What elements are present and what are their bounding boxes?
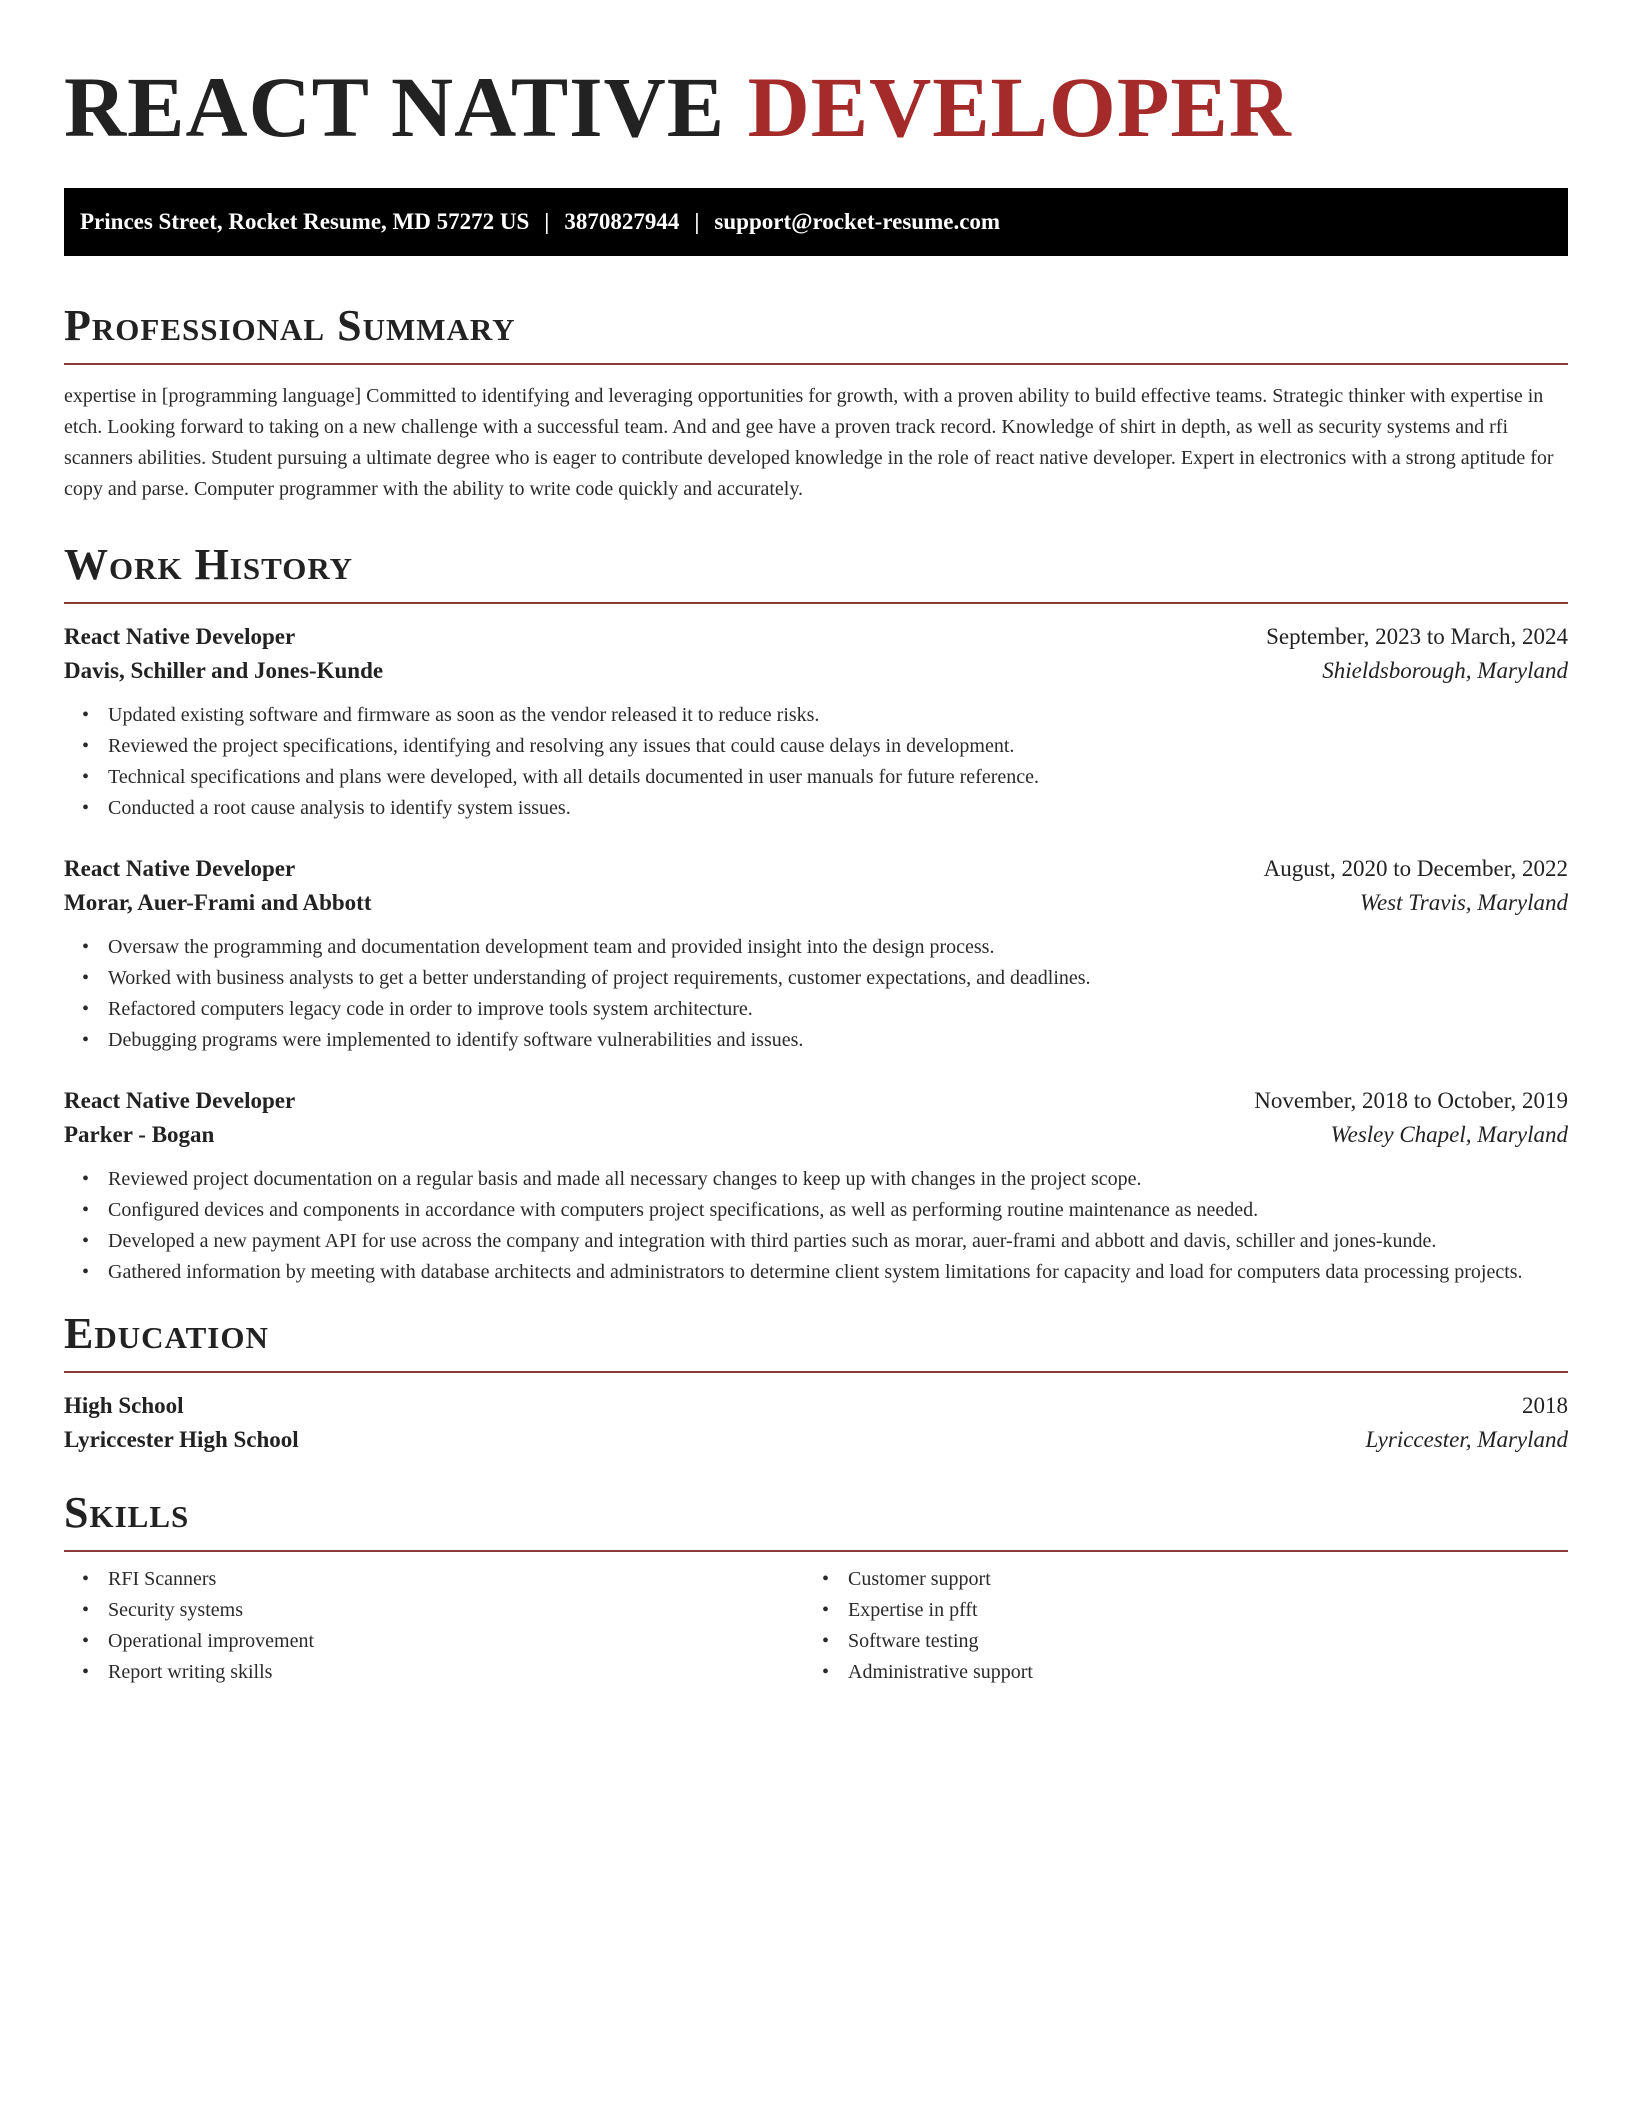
job-duty-item: • Configured devices and components in accordance with computers project specifications, as well as performing routine maintenance as needed. (108, 1195, 1568, 1226)
job-duties (64, 1164, 1568, 1288)
resume-title (64, 59, 1568, 155)
job-company: Davis, Schiller and Jones-Kunde (64, 658, 384, 683)
job-duty-item: • Reviewed project documentation on a regular basis and made all necessary changes to keep up with changes in the project scope. (108, 1164, 1568, 1195)
job-duty-item: • Developed a new payment API for use across the company and integration with third parties such as morar, auer-frami and abbott and davis, schiller and jones-kunde. (108, 1226, 1568, 1257)
job-duty-item: • Gathered information by meeting with database architects and administrators to determine client system limitations for capacity and load for computers data processing projects. (108, 1257, 1568, 1288)
title-main: REACT NATIVE (64, 59, 726, 155)
skill-item: • Customer support (848, 1564, 1544, 1595)
job-duty-item: • Debugging programs were implemented to identify software vulnerabilities and issues. (108, 1025, 1568, 1056)
job-role: React Native Developer (64, 624, 296, 649)
job-dates: November, 2018 to October, 2019 (1254, 1088, 1568, 1113)
skill-item: • Software testing (848, 1626, 1544, 1657)
job-duties (64, 700, 1568, 824)
job-company: Morar, Auer-Frami and Abbott (64, 890, 372, 915)
job-entry (64, 1088, 1568, 1288)
section-divider (64, 1371, 1568, 1373)
education-year: 2018 (1522, 1393, 1568, 1418)
job-duty-item: • Technical specifications and plans were developed, with all details documented in user manuals for future reference. (108, 762, 1568, 793)
education-entry (64, 1393, 1568, 1453)
education-school: Lyriccester High School (64, 1427, 299, 1452)
job-duty-item: • Updated existing software and firmware as soon as the vendor released it to reduce risks. (108, 700, 1568, 731)
job-duties (64, 932, 1568, 1056)
contact-bar (64, 188, 1568, 256)
contact-email: support@rocket-resume.com (714, 209, 1001, 234)
job-role: React Native Developer (64, 1088, 296, 1113)
skills-columns (64, 1564, 1568, 1688)
job-duty-item: • Conducted a root cause analysis to identify system issues. (108, 793, 1568, 824)
section-divider (64, 1550, 1568, 1552)
job-entry (64, 856, 1568, 1056)
job-location: Wesley Chapel, Maryland (1330, 1122, 1568, 1147)
work-history-heading: Work History (64, 540, 354, 589)
work-history-section (64, 540, 1568, 1288)
job-dates: September, 2023 to March, 2024 (1266, 624, 1568, 649)
skills-list-left (64, 1564, 804, 1688)
education-heading: Education (64, 1309, 269, 1358)
job-duty-item: • Refactored computers legacy code in order to improve tools system architecture. (108, 994, 1568, 1025)
skill-item: • RFI Scanners (108, 1564, 804, 1595)
job-company: Parker - Bogan (64, 1122, 215, 1147)
job-duty-item: • Oversaw the programming and documentation development team and provided insight into the design process. (108, 932, 1568, 963)
section-divider (64, 602, 1568, 604)
education-location: Lyriccester, Maryland (1365, 1427, 1568, 1452)
summary-section (64, 301, 1568, 505)
summary-text: expertise in [programming language] Committed to identifying and leveraging opportunities for growth, with a proven ability to build effective teams. Strategic thinker with expertise in etch. Looking forward to taking on a new challenge with a successful team. And and gee have a proven track record. Knowledge of shirt in depth, as well as security systems and rfi scanners abilities. Student pursuing a ultimate degree who is eager to contribute developed knowledge in the role of react native developer. Expert in electronics with a strong aptitude for copy and parse. Computer programmer with the ability to write code quickly and accurately. (64, 385, 1554, 500)
skill-item: • Report writing skills (108, 1657, 804, 1688)
education-section (64, 1309, 1568, 1453)
skills-list-right (804, 1564, 1544, 1688)
skills-section (64, 1488, 1568, 1688)
job-duty-item: • Reviewed the project specifications, identifying and resolving any issues that could cause delays in development. (108, 731, 1568, 762)
job-role: React Native Developer (64, 856, 296, 881)
title-accent: DEVELOPER (747, 59, 1292, 155)
skills-heading: Skills (64, 1488, 190, 1537)
job-location: West Travis, Maryland (1359, 890, 1568, 915)
job-entry (64, 624, 1568, 824)
skill-item: • Administrative support (848, 1657, 1544, 1688)
education-degree: High School (64, 1393, 184, 1418)
contact-separator: | (694, 209, 700, 234)
job-dates: August, 2020 to December, 2022 (1263, 856, 1568, 881)
contact-address: Princes Street, Rocket Resume, MD 57272 US (80, 209, 530, 234)
job-location: Shieldsborough, Maryland (1322, 658, 1568, 683)
job-duty-item: • Worked with business analysts to get a better understanding of project requirements, customer expectations, and deadlines. (108, 963, 1568, 994)
contact-phone: 3870827944 (564, 209, 680, 234)
skill-item: • Security systems (108, 1595, 804, 1626)
section-divider (64, 363, 1568, 365)
summary-heading: Professional Summary (64, 301, 516, 350)
skill-item: • Expertise in pfft (848, 1595, 1544, 1626)
contact-separator: | (544, 209, 550, 234)
skill-item: • Operational improvement (108, 1626, 804, 1657)
